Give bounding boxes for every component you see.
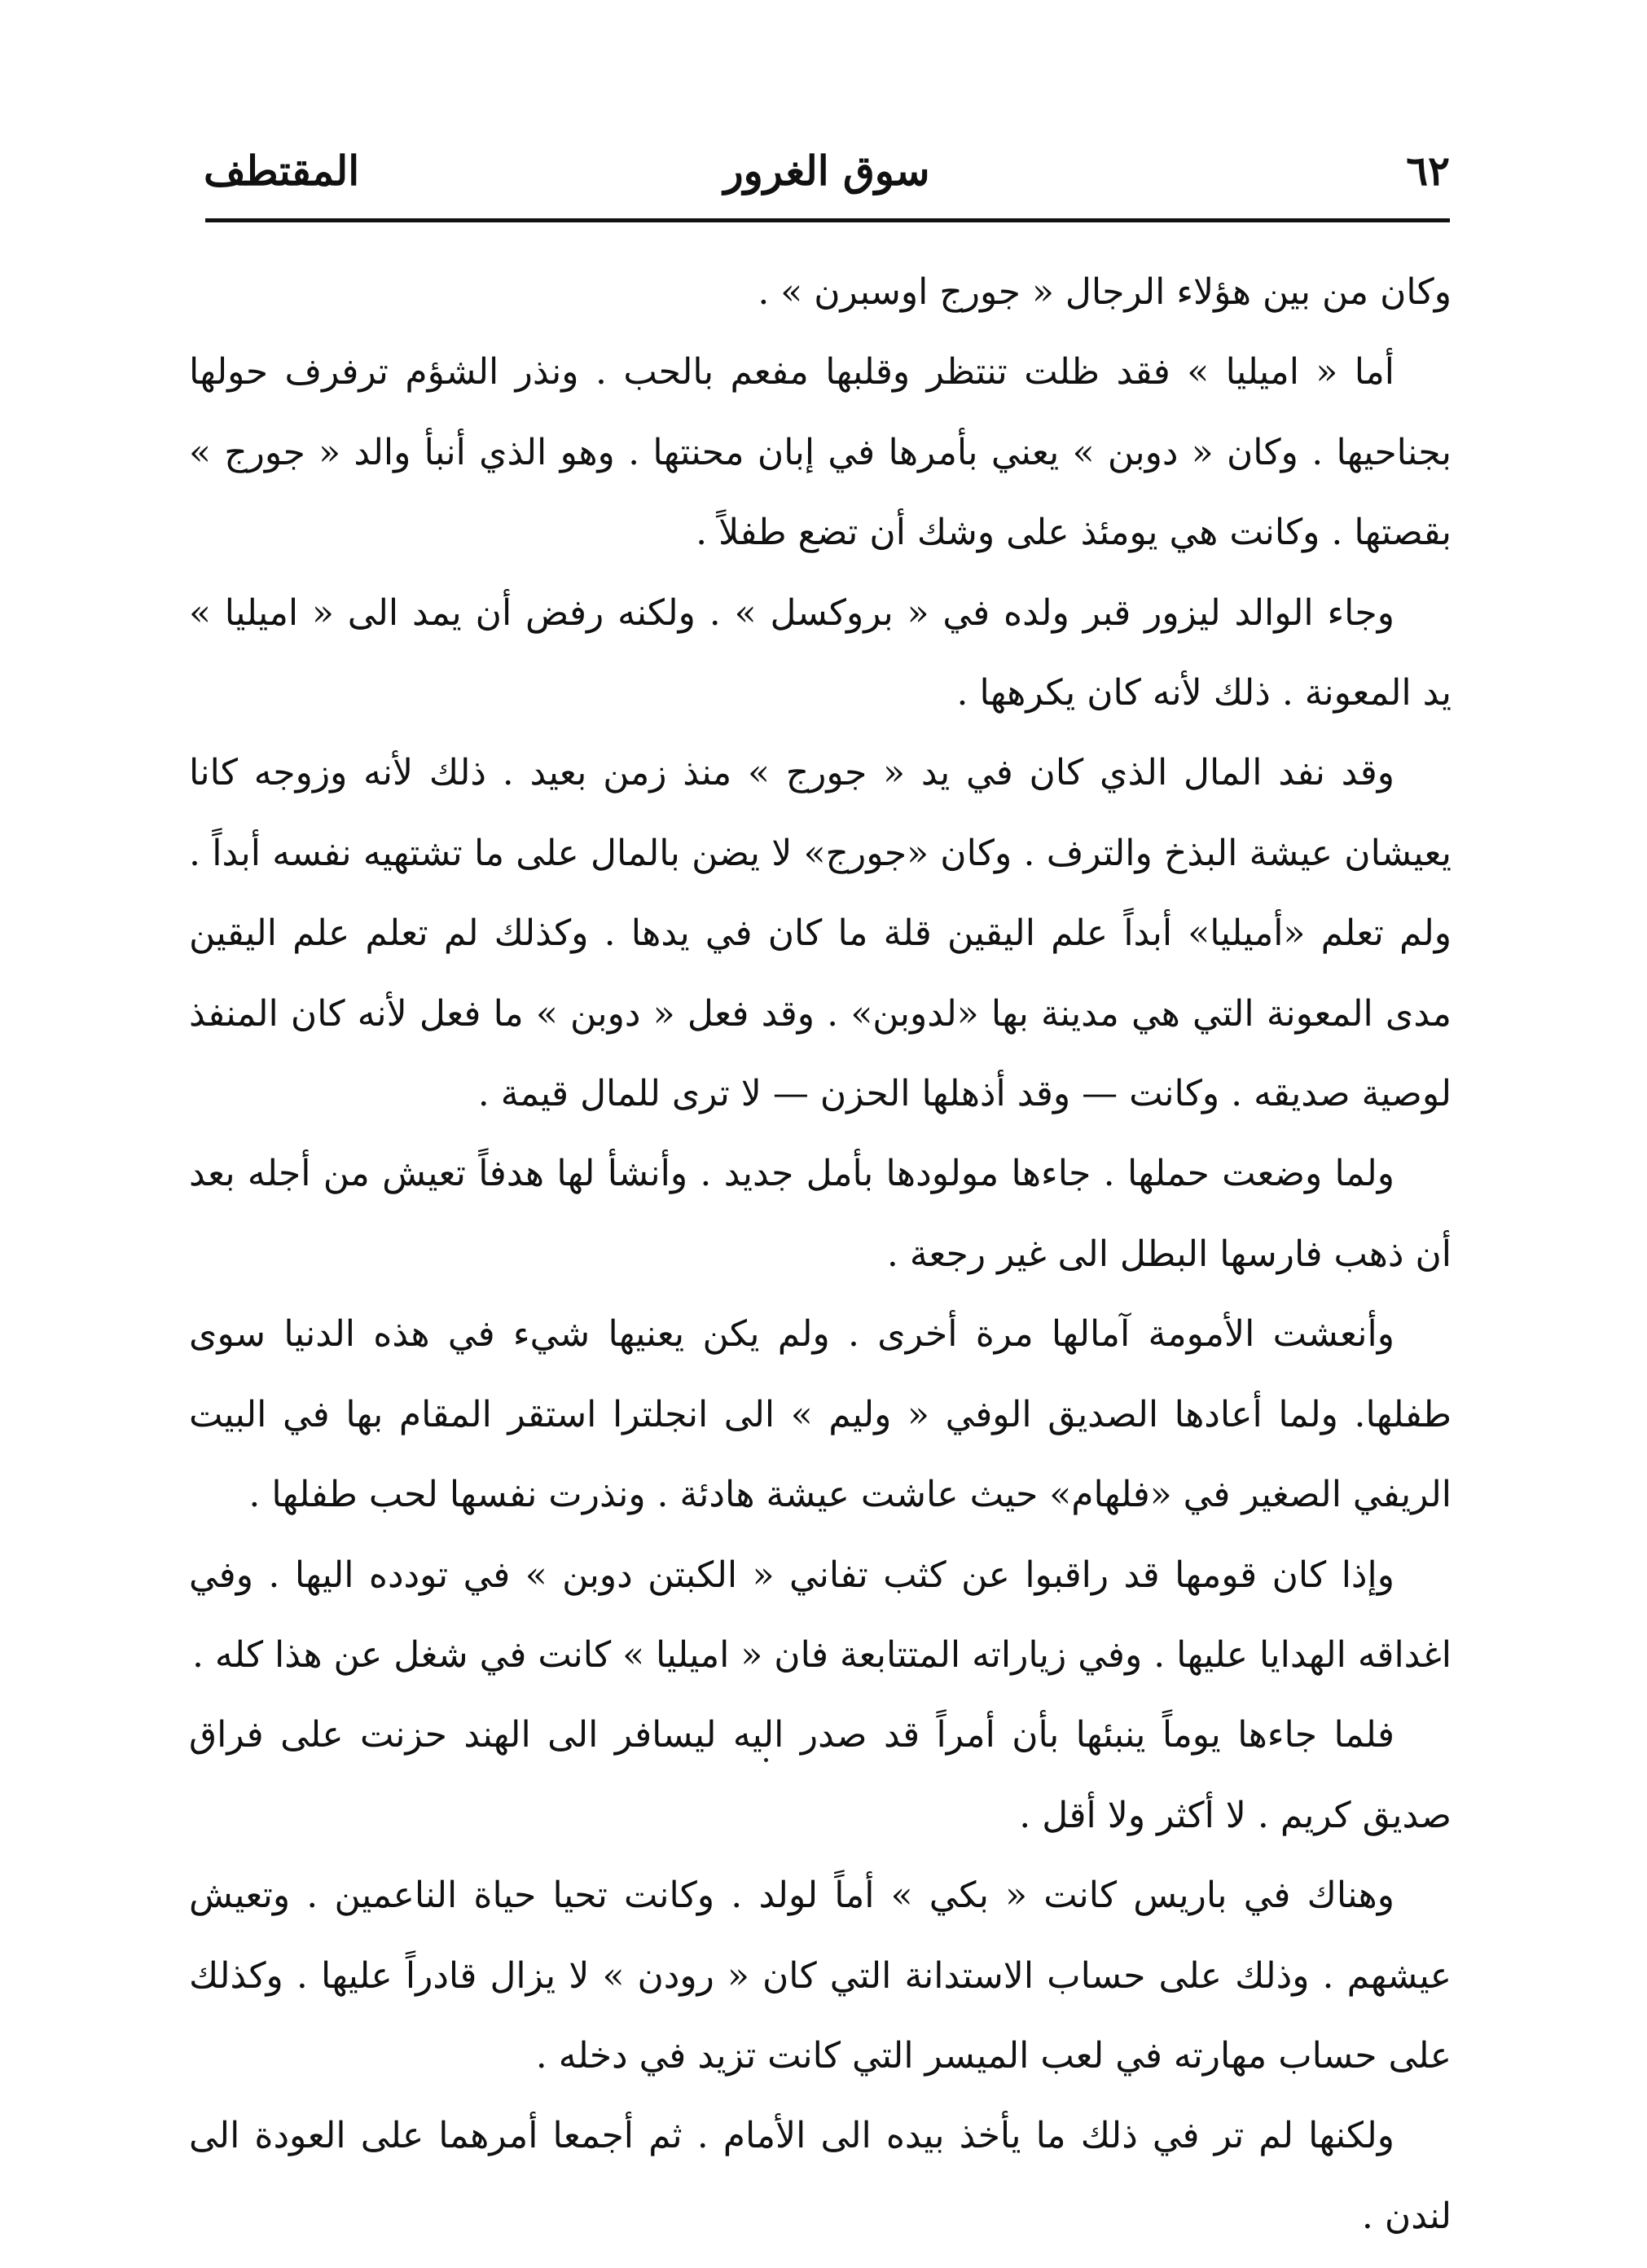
paragraph: أما « اميليا » فقد ظلت تنتظر وقلبها مفعم بالحب . ونذر الشؤم ترفرف حولها بجناحيها . وكان « دوبن » يعني بأمرها في إبان محنتها . وهو الذي أنبأ والد « جورج » بقصتها . وكانت هي يومئذ على وشك أن تضع طفلاً . (189, 351, 1452, 554)
paragraph: ولكنها لم تر في ذلك ما يأخذ بيده الى الأمام . ثم أجمعا أمرهما على العودة الى لندن . (189, 2115, 1452, 2237)
series-name: المقتطف (204, 147, 360, 195)
paragraph: وأنعشت الأمومة آمالها مرة أخرى . ولم يكن يعنيها شيء في هذه الدنيا سوى طفلها. ولما أعادها الصديق الوفي « وليم » الى انجلترا استقر المقام بها في البيت الريفي الصغير في «فلهام» حيث عاشت عيشة هادئة . ونذرت نفسها لحب طفلها . (189, 1313, 1452, 1516)
paragraph: وهناك في باريس كانت « بكي » أماً لولد . وكانت تحيا حياة الناعمين . وتعيش عيشهم . وذلك على حساب الاستدانة التي كان « رودن » لا يزال قادراً عليها . وكذلك على حساب مهارته في لعب الميسر التي كانت تزيد في دخله . (189, 1875, 1452, 2077)
paragraph: وقد نفد المال الذي كان في يد « جورج » منذ زمن بعيد . ذلك لأنه وزوجه كانا يعيشان عيشة البذخ والترف . وكان «جورج» لا يضن بالمال على ما تشتهيه نفسه أبداً . ولم تعلم «أميليا» أبداً علم اليقين قلة ما كان في يدها . وكذلك لم تعلم علم اليقين مدى المعونة التي هي مدينة بها «لدوبن» . وقد فعل « دوبن » ما فعل لأنه كان المنفذ لوصية صديقه . وكانت — وقد أذهلها الحزن — لا ترى للمال قيمة . (189, 752, 1452, 1115)
book-title: سوق الغرور (723, 147, 930, 195)
page-header (204, 138, 1450, 204)
paragraph: وإذا كان قومها قد راقبوا عن كثب تفاني « الكبتن دوبن » في تودده اليها . وفي اغداقه الهدايا عليها . وفي زياراته المتتابعة فان « اميليا » كانت في شغل عن هذا كله . (189, 1554, 1452, 1676)
paragraph: ولما وضعت حملها . جاءها مولودها بأمل جديد . وأنشأ لها هدفاً تعيش من أجله بعد أن ذهب فارسها البطل الى غير رجعة . (189, 1153, 1452, 1275)
ink-speck (764, 1758, 768, 1762)
paragraph: فلما جاءها يوماً ينبئها بأن أمراً قد صدر اليه ليسافر الى الهند حزنت على فراق صديق كريم . لا أكثر ولا أقل . (189, 1714, 1452, 1836)
paragraph: وكان من بين هؤلاء الرجال « جورج اوسبرن » . (758, 271, 1452, 313)
body-text (189, 253, 1452, 2257)
header-divider (205, 218, 1450, 222)
page-number: ٦٢ (1406, 147, 1450, 195)
paragraph: وجاء الوالد ليزور قبر ولده في « بروكسل » . ولكنه رفض أن يمد الى « اميليا » يد المعونة . ذلك لأنه كان يكرهها . (189, 591, 1452, 714)
